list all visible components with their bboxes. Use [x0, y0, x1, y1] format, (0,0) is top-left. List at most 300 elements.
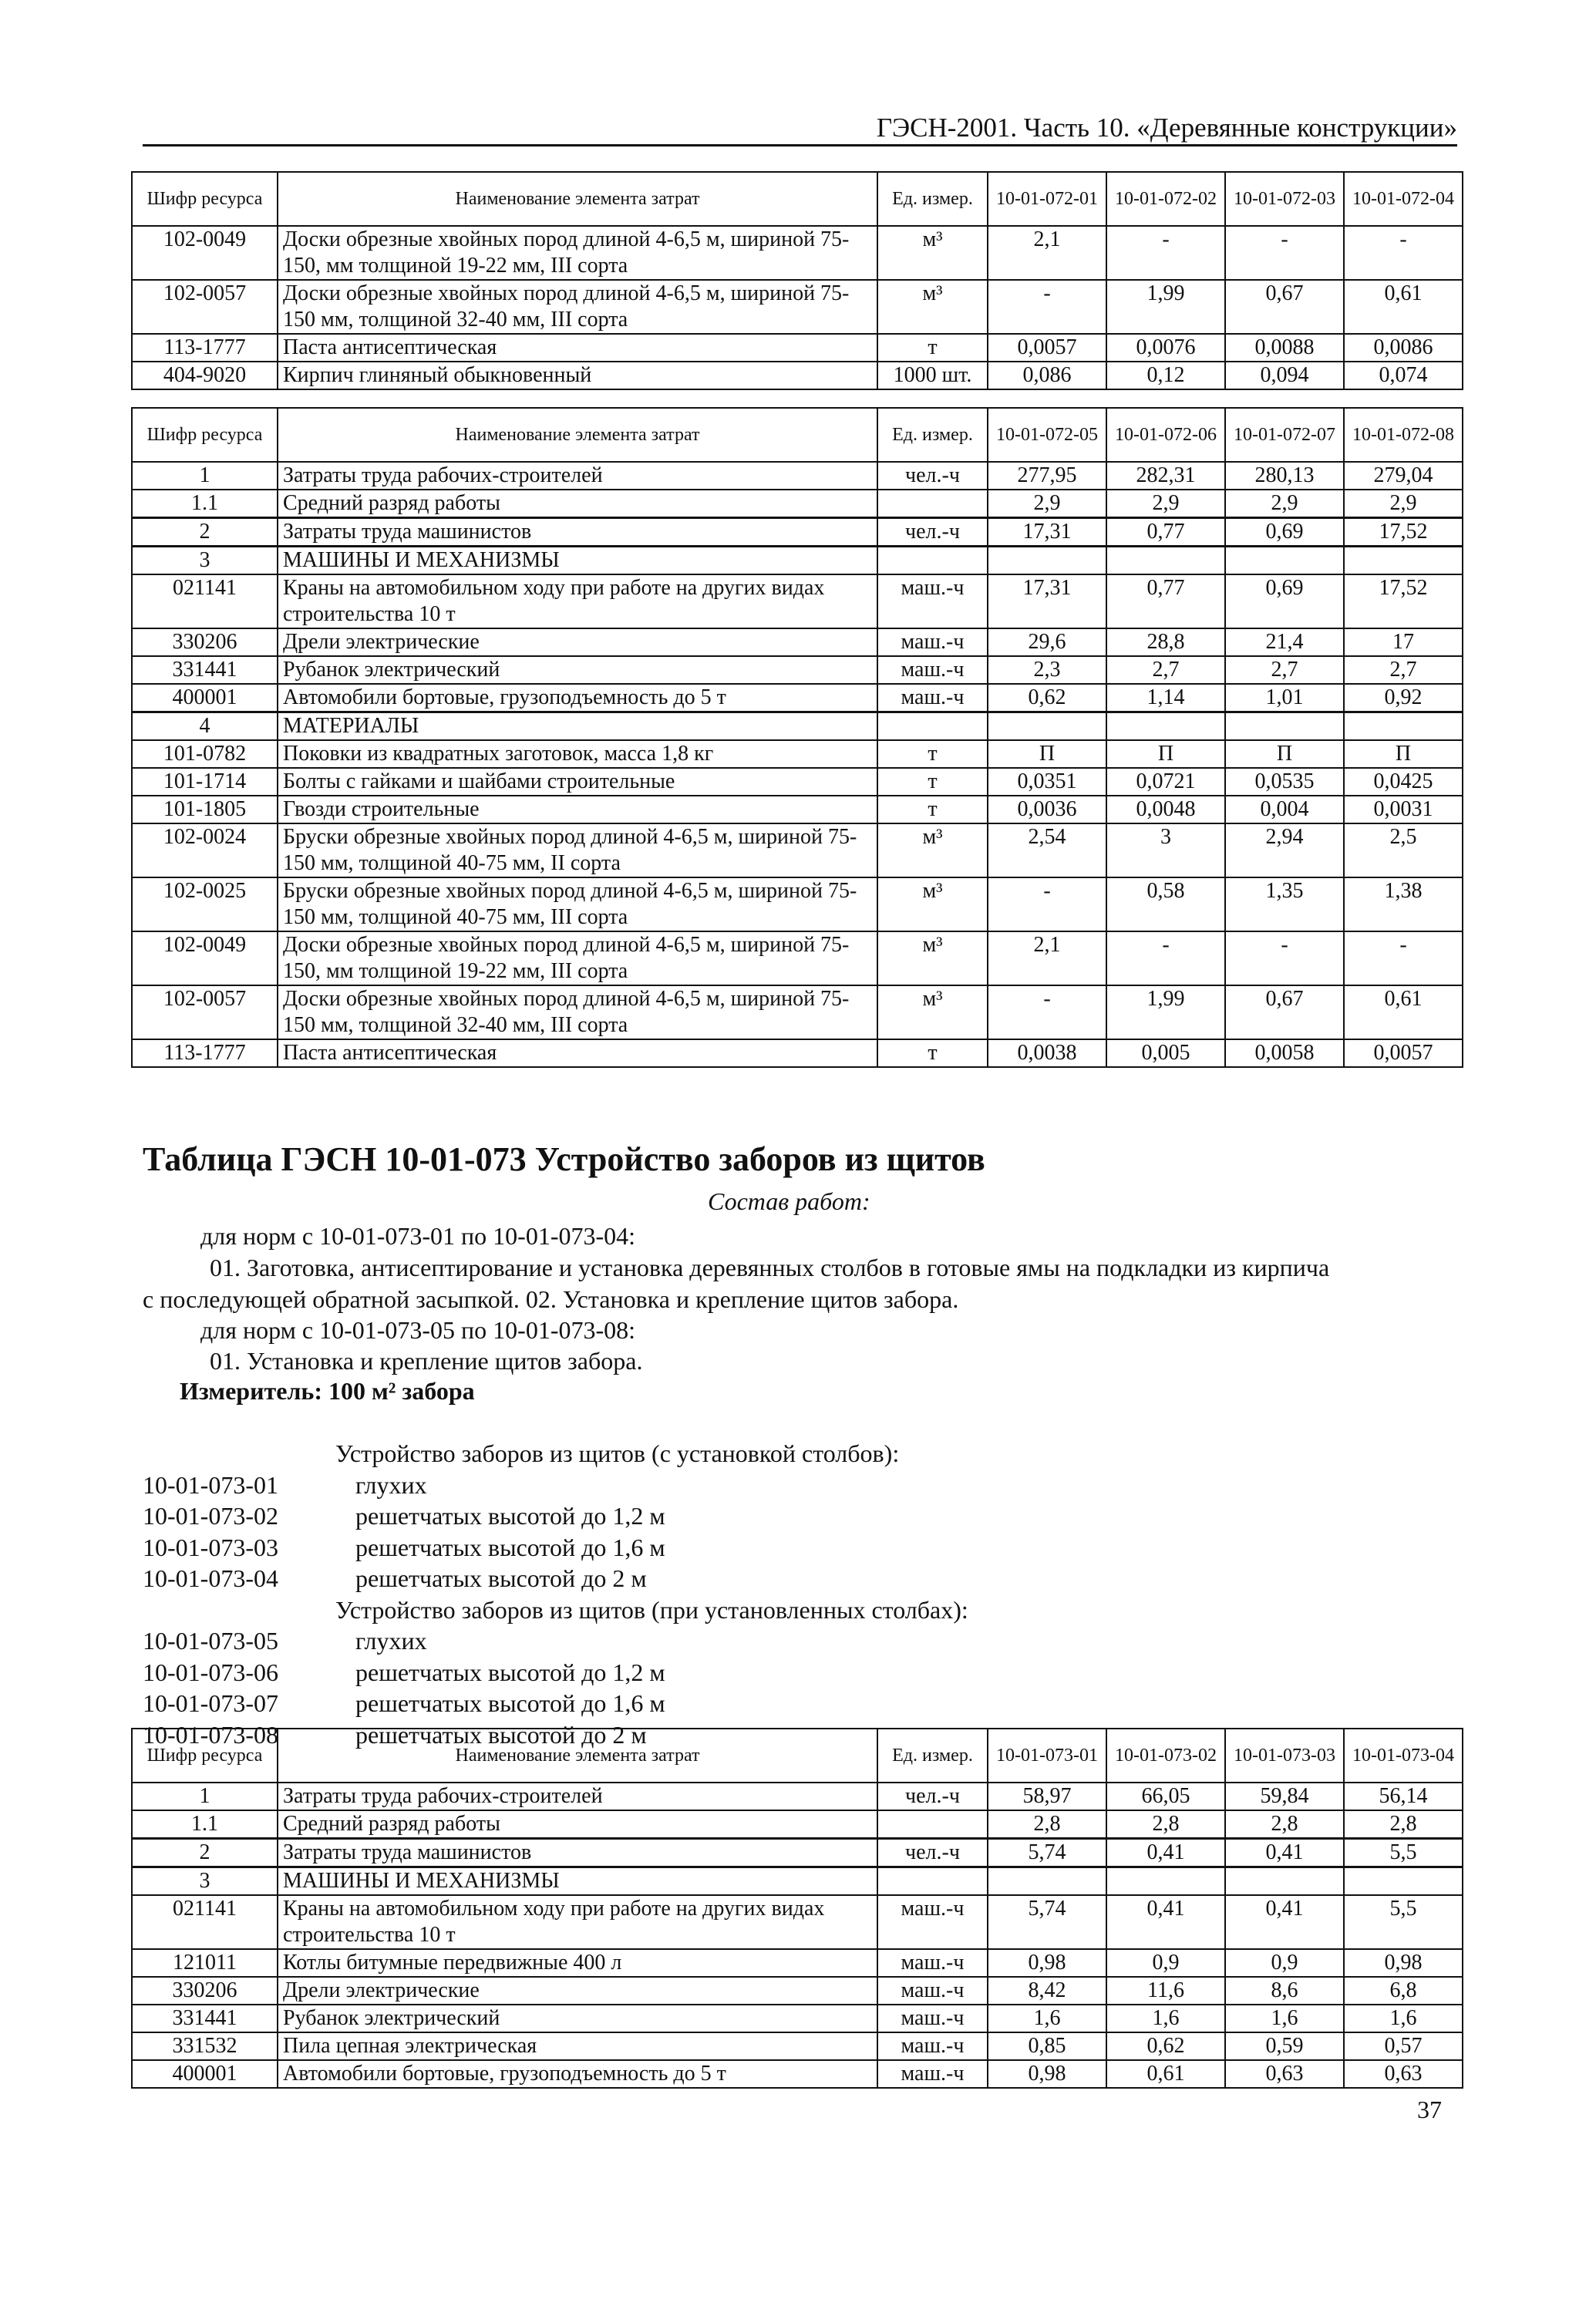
- norm-value: 2,9: [1106, 490, 1225, 518]
- cost-element-name: МАШИНЫ И МЕХАНИЗМЫ: [278, 1867, 877, 1896]
- norm-value: 5,74: [988, 1839, 1106, 1867]
- norm-value: [988, 547, 1106, 575]
- norm-value: 17,52: [1344, 518, 1463, 547]
- norm-value: 0,0031: [1344, 796, 1463, 823]
- column-header: Наименование элемента затрат: [278, 1729, 877, 1783]
- resource-table-072-05-08: [131, 407, 1463, 1068]
- cost-element-name: Затраты труда рабочих-строителей: [278, 1783, 877, 1810]
- work-description-1-line2: с последующей обратной засыпкой. 02. Установка и крепление щитов забора.: [143, 1285, 959, 1313]
- norm-list-item: [143, 1563, 1145, 1594]
- norm-value: 1,99: [1106, 280, 1225, 334]
- column-header: Шифр ресурса: [132, 408, 278, 462]
- unit-of-measure: [877, 712, 988, 741]
- norm-value: 0,0721: [1106, 768, 1225, 796]
- norm-value: 0,0351: [988, 768, 1106, 796]
- composition-label: Состав работ:: [708, 1187, 870, 1215]
- unit-of-measure: м³: [877, 877, 988, 931]
- cost-element-name: Рубанок электрический: [278, 656, 877, 684]
- cost-element-name: Гвозди строительные: [278, 796, 877, 823]
- column-header: 10-01-073-04: [1344, 1729, 1463, 1783]
- norm-value: 17,31: [988, 518, 1106, 547]
- column-header: 10-01-072-02: [1106, 172, 1225, 226]
- norm-value: 21,4: [1225, 628, 1344, 656]
- norm-value: 0,9: [1225, 1949, 1344, 1977]
- table-row: [132, 2032, 1463, 2060]
- running-header: ГЭСН-2001. Часть 10. «Деревянные конструкции»: [143, 112, 1457, 146]
- norm-value: 28,8: [1106, 628, 1225, 656]
- norm-value: 2,5: [1344, 823, 1463, 877]
- norm-value: 2,7: [1225, 656, 1344, 684]
- norm-value: 56,14: [1344, 1783, 1463, 1810]
- table-header-row: [132, 172, 1463, 226]
- table-row: [132, 1867, 1463, 1896]
- group-heading-2: Устройство заборов из щитов (при установленных столбах):: [335, 1595, 968, 1624]
- norm-value: 2,9: [1344, 490, 1463, 518]
- norm-value: [1344, 712, 1463, 741]
- norm-label: решетчатых высотой до 2 м: [355, 1564, 647, 1592]
- unit-of-measure: маш.-ч: [877, 2005, 988, 2032]
- norm-value: [1106, 547, 1225, 575]
- table-row: [132, 334, 1463, 362]
- cost-element-name: Средний разряд работы: [278, 490, 877, 518]
- norm-value: [1225, 547, 1344, 575]
- resource-code: 1.1: [132, 1810, 278, 1839]
- resource-code: 331441: [132, 656, 278, 684]
- norm-value: 5,74: [988, 1895, 1106, 1949]
- column-header: Наименование элемента затрат: [278, 408, 877, 462]
- norm-value: 6,8: [1344, 1977, 1463, 2005]
- norm-list-item: [143, 1500, 1145, 1532]
- table-row: [132, 740, 1463, 768]
- cost-element-name: Автомобили бортовые, грузоподъемность до 5 т: [278, 684, 877, 712]
- norm-value: 0,0058: [1225, 1039, 1344, 1067]
- unit-of-measure: маш.-ч: [877, 628, 988, 656]
- norm-value: 0,63: [1344, 2060, 1463, 2088]
- work-description-2: 01. Установка и крепление щитов забора.: [210, 1347, 643, 1375]
- norms-range-2: для норм с 10-01-073-05 по 10-01-073-08:: [200, 1316, 636, 1344]
- table-row: [132, 1977, 1463, 2005]
- norm-label: решетчатых высотой до 2 м: [355, 1720, 647, 1749]
- norm-value: 2,9: [1225, 490, 1344, 518]
- norm-value: 2,8: [1344, 1810, 1463, 1839]
- column-header: 10-01-072-01: [988, 172, 1106, 226]
- resource-table-073-01-04: [131, 1728, 1463, 2089]
- resource-code: 330206: [132, 1977, 278, 2005]
- cost-element-name: Краны на автомобильном ходу при работе на других видах строительства 10 т: [278, 1895, 877, 1949]
- cost-element-name: Пила цепная электрическая: [278, 2032, 877, 2060]
- norm-value: 0,0057: [988, 334, 1106, 362]
- norm-value: 0,57: [1344, 2032, 1463, 2060]
- cost-element-name: Краны на автомобильном ходу при работе на других видах строительства 10 т: [278, 574, 877, 628]
- norm-value: 0,0076: [1106, 334, 1225, 362]
- norm-value: 0,62: [988, 684, 1106, 712]
- table-row: [132, 362, 1463, 389]
- unit-of-measure: м³: [877, 280, 988, 334]
- column-header: Шифр ресурса: [132, 172, 278, 226]
- resource-code: 101-1714: [132, 768, 278, 796]
- measure-unit: Измеритель: 100 м² забора: [180, 1377, 475, 1405]
- resource-code: 331532: [132, 2032, 278, 2060]
- cost-element-name: Средний разряд работы: [278, 1810, 877, 1839]
- norm-value: [1225, 712, 1344, 741]
- norm-label: глухих: [355, 1470, 427, 1499]
- table-row: [132, 1039, 1463, 1067]
- cost-element-name: Затраты труда машинистов: [278, 1839, 877, 1867]
- norm-value: 0,58: [1106, 877, 1225, 931]
- table-row: [132, 768, 1463, 796]
- norm-code: 10-01-073-06: [143, 1658, 278, 1686]
- norm-list-item: [143, 1657, 1145, 1688]
- norm-value: 0,69: [1225, 574, 1344, 628]
- cost-element-name: Бруски обрезные хвойных пород длиной 4-6,5 м, шириной 75-150 мм, толщиной 40-75 мм, II сорта: [278, 823, 877, 877]
- unit-of-measure: м³: [877, 823, 988, 877]
- column-header: 10-01-073-01: [988, 1729, 1106, 1783]
- norm-value: 2,3: [988, 656, 1106, 684]
- table-row: [132, 877, 1463, 931]
- resource-code: 1: [132, 1783, 278, 1810]
- norm-value: 1,99: [1106, 985, 1225, 1039]
- norm-code: 10-01-073-02: [143, 1502, 278, 1530]
- norm-value: 1,01: [1225, 684, 1344, 712]
- norm-value: 1,6: [1106, 2005, 1225, 2032]
- norms-range-1: для норм с 10-01-073-01 по 10-01-073-04:: [200, 1222, 636, 1250]
- resource-code: 113-1777: [132, 1039, 278, 1067]
- norm-value: 29,6: [988, 628, 1106, 656]
- resource-code: 102-0057: [132, 985, 278, 1039]
- norm-value: 0,0038: [988, 1039, 1106, 1067]
- resource-code: 102-0024: [132, 823, 278, 877]
- column-header: 10-01-072-04: [1344, 172, 1463, 226]
- norm-value: 279,04: [1344, 462, 1463, 490]
- cost-element-name: Доски обрезные хвойных пород длиной 4-6,5 м, шириной 75-150, мм толщиной 19-22 мм, III сорта: [278, 226, 877, 280]
- norm-value: 0,98: [1344, 1949, 1463, 1977]
- norm-value: 2,8: [1225, 1810, 1344, 1839]
- norm-value: 0,41: [1225, 1895, 1344, 1949]
- table-row: [132, 2005, 1463, 2032]
- norm-code: 10-01-073-03: [143, 1533, 278, 1561]
- norm-value: 2,54: [988, 823, 1106, 877]
- resource-code: 3: [132, 1867, 278, 1896]
- norm-value: 0,094: [1225, 362, 1344, 389]
- norm-value: 0,0425: [1344, 768, 1463, 796]
- resource-code: 3: [132, 547, 278, 575]
- norm-label: решетчатых высотой до 1,6 м: [355, 1689, 665, 1717]
- norm-value: 0,41: [1106, 1839, 1225, 1867]
- norm-value: 2,7: [1344, 656, 1463, 684]
- table-row: [132, 490, 1463, 518]
- cost-element-name: Котлы битумные передвижные 400 л: [278, 1949, 877, 1977]
- norm-value: 2,8: [988, 1810, 1106, 1839]
- norm-label: глухих: [355, 1627, 427, 1655]
- norm-value: 0,086: [988, 362, 1106, 389]
- norm-list-item: [143, 1470, 1145, 1501]
- norm-value: -: [1344, 931, 1463, 985]
- norm-value: -: [988, 280, 1106, 334]
- table-row: [132, 684, 1463, 712]
- norm-value: 0,61: [1344, 280, 1463, 334]
- table-row: [132, 518, 1463, 547]
- table-row: [132, 985, 1463, 1039]
- resource-code: 102-0057: [132, 280, 278, 334]
- unit-of-measure: [877, 547, 988, 575]
- table-row: [132, 628, 1463, 656]
- resource-code: 021141: [132, 1895, 278, 1949]
- table-row: [132, 712, 1463, 741]
- norm-value: 2,8: [1106, 1810, 1225, 1839]
- column-header: Ед. измер.: [877, 1729, 988, 1783]
- group-heading-1: Устройство заборов из щитов (с установкой столбов):: [335, 1439, 900, 1467]
- norm-value: 0,98: [988, 2060, 1106, 2088]
- cost-element-name: Кирпич глиняный обыкновенный: [278, 362, 877, 389]
- table-row: [132, 280, 1463, 334]
- unit-of-measure: маш.-ч: [877, 684, 988, 712]
- table-row: [132, 656, 1463, 684]
- column-header: 10-01-073-02: [1106, 1729, 1225, 1783]
- norm-value: 282,31: [1106, 462, 1225, 490]
- resource-code: 404-9020: [132, 362, 278, 389]
- table-row: [132, 574, 1463, 628]
- resource-code: 400001: [132, 2060, 278, 2088]
- norm-value: 58,97: [988, 1783, 1106, 1810]
- norm-value: -: [1344, 226, 1463, 280]
- table-row: [132, 1783, 1463, 1810]
- cost-element-name: Затраты труда машинистов: [278, 518, 877, 547]
- norm-value: 0,12: [1106, 362, 1225, 389]
- unit-of-measure: чел.-ч: [877, 462, 988, 490]
- cost-element-name: МАШИНЫ И МЕХАНИЗМЫ: [278, 547, 877, 575]
- norm-label: решетчатых высотой до 1,6 м: [355, 1533, 665, 1561]
- column-header: Ед. измер.: [877, 172, 988, 226]
- norm-value: 0,61: [1344, 985, 1463, 1039]
- norm-value: 0,85: [988, 2032, 1106, 2060]
- norm-code: 10-01-073-07: [143, 1689, 278, 1717]
- norm-value: -: [1225, 931, 1344, 985]
- norm-value: -: [1106, 931, 1225, 985]
- table-row: [132, 1810, 1463, 1839]
- unit-of-measure: чел.-ч: [877, 1783, 988, 1810]
- page-number: 37: [1417, 2096, 1442, 2123]
- column-header: 10-01-073-03: [1225, 1729, 1344, 1783]
- column-header: 10-01-072-08: [1344, 408, 1463, 462]
- norm-value: 0,0086: [1344, 334, 1463, 362]
- table-row: [132, 547, 1463, 575]
- table-row: [132, 2060, 1463, 2088]
- unit-of-measure: [877, 1810, 988, 1839]
- resource-table-072-01-04: [131, 171, 1463, 390]
- resource-code: 331441: [132, 2005, 278, 2032]
- cost-element-name: Доски обрезные хвойных пород длиной 4-6,5 м, шириной 75-150 мм, толщиной 32-40 мм, III сорта: [278, 985, 877, 1039]
- column-header: Шифр ресурса: [132, 1729, 278, 1783]
- unit-of-measure: маш.-ч: [877, 2060, 988, 2088]
- table-row: [132, 226, 1463, 280]
- unit-of-measure: т: [877, 740, 988, 768]
- table-row: [132, 462, 1463, 490]
- section-title: Таблица ГЭСН 10-01-073 Устройство заборов из щитов: [143, 1140, 985, 1178]
- resource-code: 400001: [132, 684, 278, 712]
- norm-value: 59,84: [1225, 1783, 1344, 1810]
- norm-value: 1,6: [1344, 2005, 1463, 2032]
- norms-list: [143, 1438, 1145, 1750]
- norm-list-item: [143, 1532, 1145, 1564]
- norm-value: 280,13: [1225, 462, 1344, 490]
- norm-value: 0,0088: [1225, 334, 1344, 362]
- table-row: [132, 1895, 1463, 1949]
- resource-code: 2: [132, 1839, 278, 1867]
- norm-label: решетчатых высотой до 1,2 м: [355, 1658, 665, 1686]
- unit-of-measure: чел.-ч: [877, 1839, 988, 1867]
- norm-value: 1,6: [988, 2005, 1106, 2032]
- table-row: [132, 931, 1463, 985]
- norm-value: 2,1: [988, 931, 1106, 985]
- resource-code: 121011: [132, 1949, 278, 1977]
- norm-value: 2,94: [1225, 823, 1344, 877]
- norm-value: 17,52: [1344, 574, 1463, 628]
- unit-of-measure: т: [877, 796, 988, 823]
- unit-of-measure: т: [877, 1039, 988, 1067]
- norm-value: [1106, 712, 1225, 741]
- norm-value: 2,1: [988, 226, 1106, 280]
- norm-value: 0,074: [1344, 362, 1463, 389]
- norm-value: 0,69: [1225, 518, 1344, 547]
- cost-element-name: Дрели электрические: [278, 1977, 877, 2005]
- resource-code: 102-0049: [132, 226, 278, 280]
- norm-value: 1,6: [1225, 2005, 1344, 2032]
- norm-value: 0,9: [1106, 1949, 1225, 1977]
- column-header: 10-01-072-07: [1225, 408, 1344, 462]
- cost-element-name: Паста антисептическая: [278, 1039, 877, 1067]
- unit-of-measure: 1000 шт.: [877, 362, 988, 389]
- norm-value: 11,6: [1106, 1977, 1225, 2005]
- norm-code: 10-01-073-08: [143, 1720, 278, 1749]
- norm-value: [988, 712, 1106, 741]
- resource-code: 102-0025: [132, 877, 278, 931]
- cost-element-name: МАТЕРИАЛЫ: [278, 712, 877, 741]
- norm-value: 17: [1344, 628, 1463, 656]
- norm-value: 8,42: [988, 1977, 1106, 2005]
- norm-value: [1225, 1867, 1344, 1896]
- norm-value: [1344, 1867, 1463, 1896]
- column-header: Ед. измер.: [877, 408, 988, 462]
- work-description-1-line1: 01. Заготовка, антисептирование и установка деревянных столбов в готовые ямы на подкладки из кирпича: [210, 1254, 1330, 1281]
- norm-value: [988, 1867, 1106, 1896]
- norm-value: [1344, 547, 1463, 575]
- column-header: 10-01-072-06: [1106, 408, 1225, 462]
- cost-element-name: Болты с гайками и шайбами строительные: [278, 768, 877, 796]
- cost-element-name: Дрели электрические: [278, 628, 877, 656]
- norm-value: 277,95: [988, 462, 1106, 490]
- resource-code: 021141: [132, 574, 278, 628]
- norm-value: [1106, 1867, 1225, 1896]
- norm-value: 0,59: [1225, 2032, 1344, 2060]
- cost-element-name: Бруски обрезные хвойных пород длиной 4-6,5 м, шириной 75-150 мм, толщиной 40-75 мм, III сорта: [278, 877, 877, 931]
- unit-of-measure: маш.-ч: [877, 2032, 988, 2060]
- cost-element-name: Доски обрезные хвойных пород длиной 4-6,5 м, шириной 75-150, мм толщиной 19-22 мм, III сорта: [278, 931, 877, 985]
- unit-of-measure: маш.-ч: [877, 1977, 988, 2005]
- norm-code: 10-01-073-05: [143, 1627, 278, 1655]
- norm-value: 8,6: [1225, 1977, 1344, 2005]
- norm-value: 0,77: [1106, 518, 1225, 547]
- norm-list-item: [143, 1625, 1145, 1657]
- norm-value: -: [988, 877, 1106, 931]
- norm-value: 0,41: [1225, 1839, 1344, 1867]
- norm-value: 0,0036: [988, 796, 1106, 823]
- norm-label: решетчатых высотой до 1,2 м: [355, 1502, 665, 1530]
- norm-value: П: [988, 740, 1106, 768]
- table-header-row: [132, 1729, 1463, 1783]
- norm-value: 0,67: [1225, 280, 1344, 334]
- table-row: [132, 823, 1463, 877]
- unit-of-measure: маш.-ч: [877, 1895, 988, 1949]
- resource-code: 2: [132, 518, 278, 547]
- norm-value: -: [1225, 226, 1344, 280]
- norm-value: П: [1106, 740, 1225, 768]
- resource-code: 330206: [132, 628, 278, 656]
- norm-value: 0,0057: [1344, 1039, 1463, 1067]
- norm-value: 1,35: [1225, 877, 1344, 931]
- unit-of-measure: м³: [877, 931, 988, 985]
- norm-value: 0,0048: [1106, 796, 1225, 823]
- norm-value: 5,5: [1344, 1895, 1463, 1949]
- norm-value: 0,67: [1225, 985, 1344, 1039]
- norm-value: 1,14: [1106, 684, 1225, 712]
- table-row: [132, 796, 1463, 823]
- norm-value: 0,77: [1106, 574, 1225, 628]
- unit-of-measure: маш.-ч: [877, 656, 988, 684]
- unit-of-measure: т: [877, 768, 988, 796]
- column-header: Наименование элемента затрат: [278, 172, 877, 226]
- cost-element-name: Автомобили бортовые, грузоподъемность до 5 т: [278, 2060, 877, 2088]
- norm-value: 5,5: [1344, 1839, 1463, 1867]
- norm-value: 0,0535: [1225, 768, 1344, 796]
- norm-code: 10-01-073-01: [143, 1470, 278, 1499]
- norm-value: 0,61: [1106, 2060, 1225, 2088]
- norm-value: 0,004: [1225, 796, 1344, 823]
- table-header-row: [132, 408, 1463, 462]
- norm-value: 0,63: [1225, 2060, 1344, 2088]
- norm-value: 0,005: [1106, 1039, 1225, 1067]
- unit-of-measure: м³: [877, 985, 988, 1039]
- table-row: [132, 1949, 1463, 1977]
- resource-code: 1.1: [132, 490, 278, 518]
- unit-of-measure: маш.-ч: [877, 1949, 988, 1977]
- norm-value: -: [1106, 226, 1225, 280]
- norm-value: 0,92: [1344, 684, 1463, 712]
- unit-of-measure: маш.-ч: [877, 574, 988, 628]
- norm-value: 3: [1106, 823, 1225, 877]
- resource-code: 101-0782: [132, 740, 278, 768]
- unit-of-measure: чел.-ч: [877, 518, 988, 547]
- column-header: 10-01-072-03: [1225, 172, 1344, 226]
- cost-element-name: Затраты труда рабочих-строителей: [278, 462, 877, 490]
- cost-element-name: Доски обрезные хвойных пород длиной 4-6,5 м, шириной 75-150 мм, толщиной 32-40 мм, III сорта: [278, 280, 877, 334]
- resource-code: 4: [132, 712, 278, 741]
- norm-list-item: [143, 1688, 1145, 1719]
- norm-value: 0,62: [1106, 2032, 1225, 2060]
- column-header: 10-01-072-05: [988, 408, 1106, 462]
- resource-code: 113-1777: [132, 334, 278, 362]
- unit-of-measure: [877, 490, 988, 518]
- resource-code: 101-1805: [132, 796, 278, 823]
- norm-code: 10-01-073-04: [143, 1564, 278, 1592]
- cost-element-name: Паста антисептическая: [278, 334, 877, 362]
- unit-of-measure: [877, 1867, 988, 1896]
- norm-value: П: [1225, 740, 1344, 768]
- cost-element-name: Поковки из квадратных заготовок, масса 1,8 кг: [278, 740, 877, 768]
- table-row: [132, 1839, 1463, 1867]
- norm-value: 0,98: [988, 1949, 1106, 1977]
- norm-value: 2,7: [1106, 656, 1225, 684]
- norm-value: П: [1344, 740, 1463, 768]
